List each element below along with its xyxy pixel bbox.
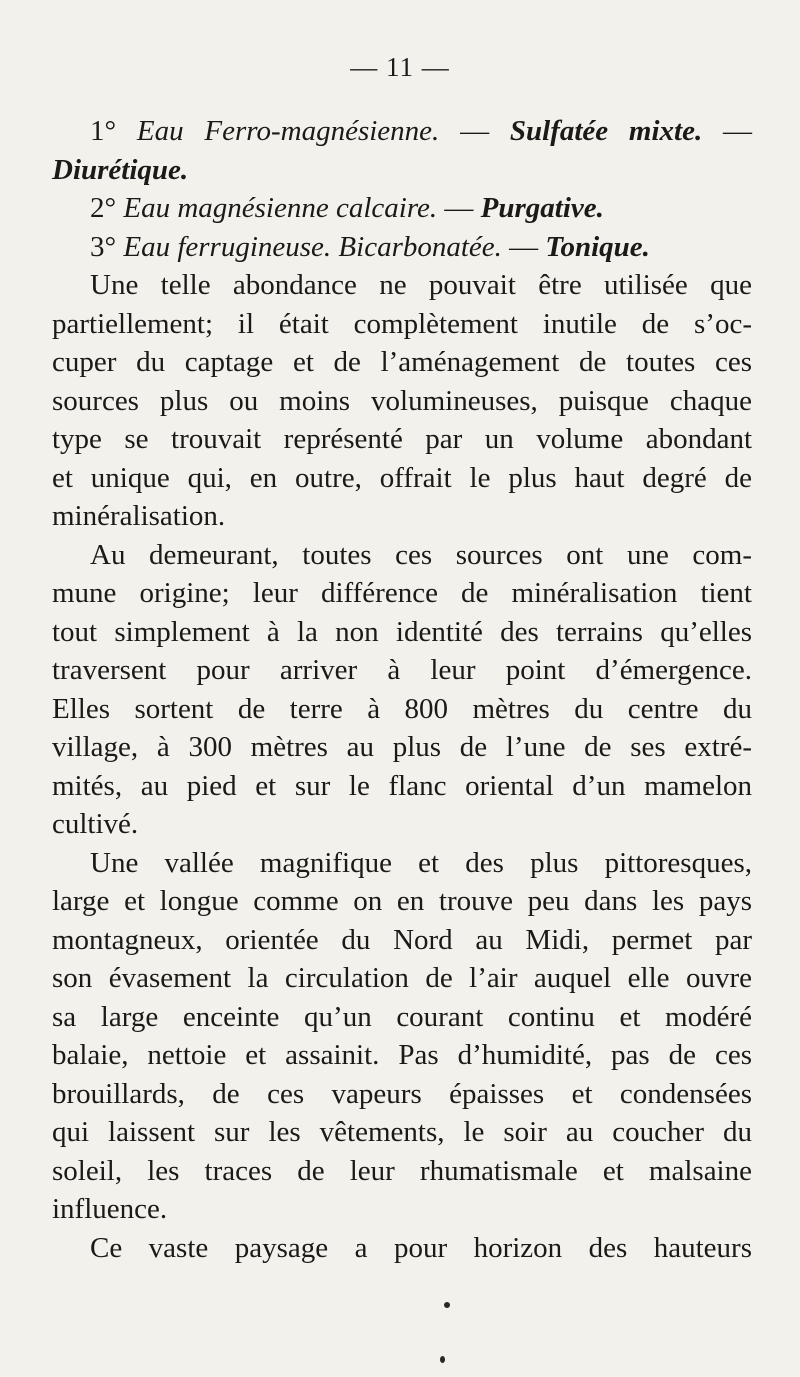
paragraph-2-line: village, à 300 mètres au plus de l’une de ses extré- bbox=[52, 731, 752, 763]
page-number: — 11 — bbox=[350, 52, 450, 82]
paragraph-3-line: sa large enceinte qu’un courant continu et modéré bbox=[52, 1000, 752, 1033]
list-item-1-title: Eau Ferro-magnésienne. bbox=[136, 115, 440, 147]
ink-speck bbox=[444, 1302, 450, 1308]
list-item-1-type: Sulfatée mixte. bbox=[509, 115, 703, 147]
list-item-2 bbox=[52, 189, 752, 228]
list-item-3-type: Bicarbonatée. bbox=[338, 230, 502, 263]
paragraph-3-line: large et longue comme on en trouve peu dans les pays bbox=[52, 885, 752, 917]
ink-speck bbox=[440, 1356, 445, 1363]
list-item-1-effect: Diurétique. bbox=[52, 153, 189, 186]
paragraph-3-line: son évasement la circulation de l’air auquel elle ouvre bbox=[52, 962, 752, 994]
list-item-3-separator: — bbox=[501, 230, 546, 263]
paragraph-2-line: mités, au pied et sur le flanc oriental d’un mamelon bbox=[52, 769, 752, 802]
list-item-3-title: Eau ferrugineuse. bbox=[123, 230, 332, 263]
paragraph-1-line: Une telle abondance ne pouvait être utilisée que bbox=[90, 269, 752, 301]
list-item-2-effect: Purgative. bbox=[480, 192, 604, 224]
paragraph-2-line: Au demeurant, toutes ces sources ont une com- bbox=[90, 538, 752, 571]
list-item-1-line-1 bbox=[52, 112, 752, 151]
list-item-3 bbox=[52, 228, 752, 267]
paragraph-1-line: partiellement; il était complètement inutile de s’oc- bbox=[52, 307, 752, 340]
paragraph-3-line: brouillards, de ces vapeurs épaisses et condensées bbox=[52, 1077, 752, 1110]
paragraph-1-line: type se trouvait représenté par un volume abondant bbox=[52, 423, 752, 455]
list-item-2-separator: — bbox=[437, 192, 481, 224]
paragraph-3-line: balaie, nettoie et assainit. Pas d’humidité, pas de ces bbox=[52, 1039, 752, 1071]
paragraph-3-line: Une vallée magnifique et des plus pittoresques, bbox=[90, 846, 752, 879]
list-item-3-effect: Tonique. bbox=[545, 230, 650, 263]
paragraph-2-line: traversent pour arriver à leur point d’émergence. bbox=[52, 654, 752, 686]
paragraph-2-line: cultivé. bbox=[52, 808, 139, 840]
list-item-3-number: 3° bbox=[90, 230, 117, 263]
list-item-1-number: 1° bbox=[90, 115, 117, 147]
paragraph-2-line: Elles sortent de terre à 800 mètres du centre du bbox=[52, 692, 752, 725]
paragraph-1-line: et unique qui, en outre, offrait le plus haut degré de bbox=[52, 461, 752, 494]
list-item-1-line-2 bbox=[52, 151, 752, 190]
list-item-1-separator: — bbox=[439, 115, 510, 147]
paragraph-4-line: Ce vaste paysage a pour horizon des hauteurs bbox=[90, 1231, 752, 1264]
paragraph-2-line: tout simplement à la non identité des terrains qu’elles bbox=[52, 615, 752, 648]
list-item-1-separator-end: — bbox=[702, 115, 753, 147]
paragraph-3-line: soleil, les traces de leur rhumatismale et malsaine bbox=[52, 1154, 752, 1187]
paragraph-1-line: minéralisation. bbox=[52, 500, 226, 532]
body-text bbox=[52, 112, 752, 1267]
paragraph-1-line: sources plus ou moins volumineuses, puisque chaque bbox=[52, 384, 752, 417]
paragraph-3-line: qui laissent sur les vêtements, le soir au coucher du bbox=[52, 1116, 752, 1148]
paragraph-2-line: mune origine; leur différence de minéralisation tient bbox=[52, 577, 752, 609]
list-item-2-number: 2° bbox=[90, 192, 117, 224]
list-item-2-title: Eau magnésienne calcaire. bbox=[123, 192, 438, 224]
paragraph-3-line: influence. bbox=[52, 1193, 168, 1225]
paragraph-1-line: cuper du captage et de l’aménagement de toutes ces bbox=[52, 346, 752, 378]
paragraph-3-line: montagneux, orientée du Nord au Midi, permet par bbox=[52, 923, 752, 956]
